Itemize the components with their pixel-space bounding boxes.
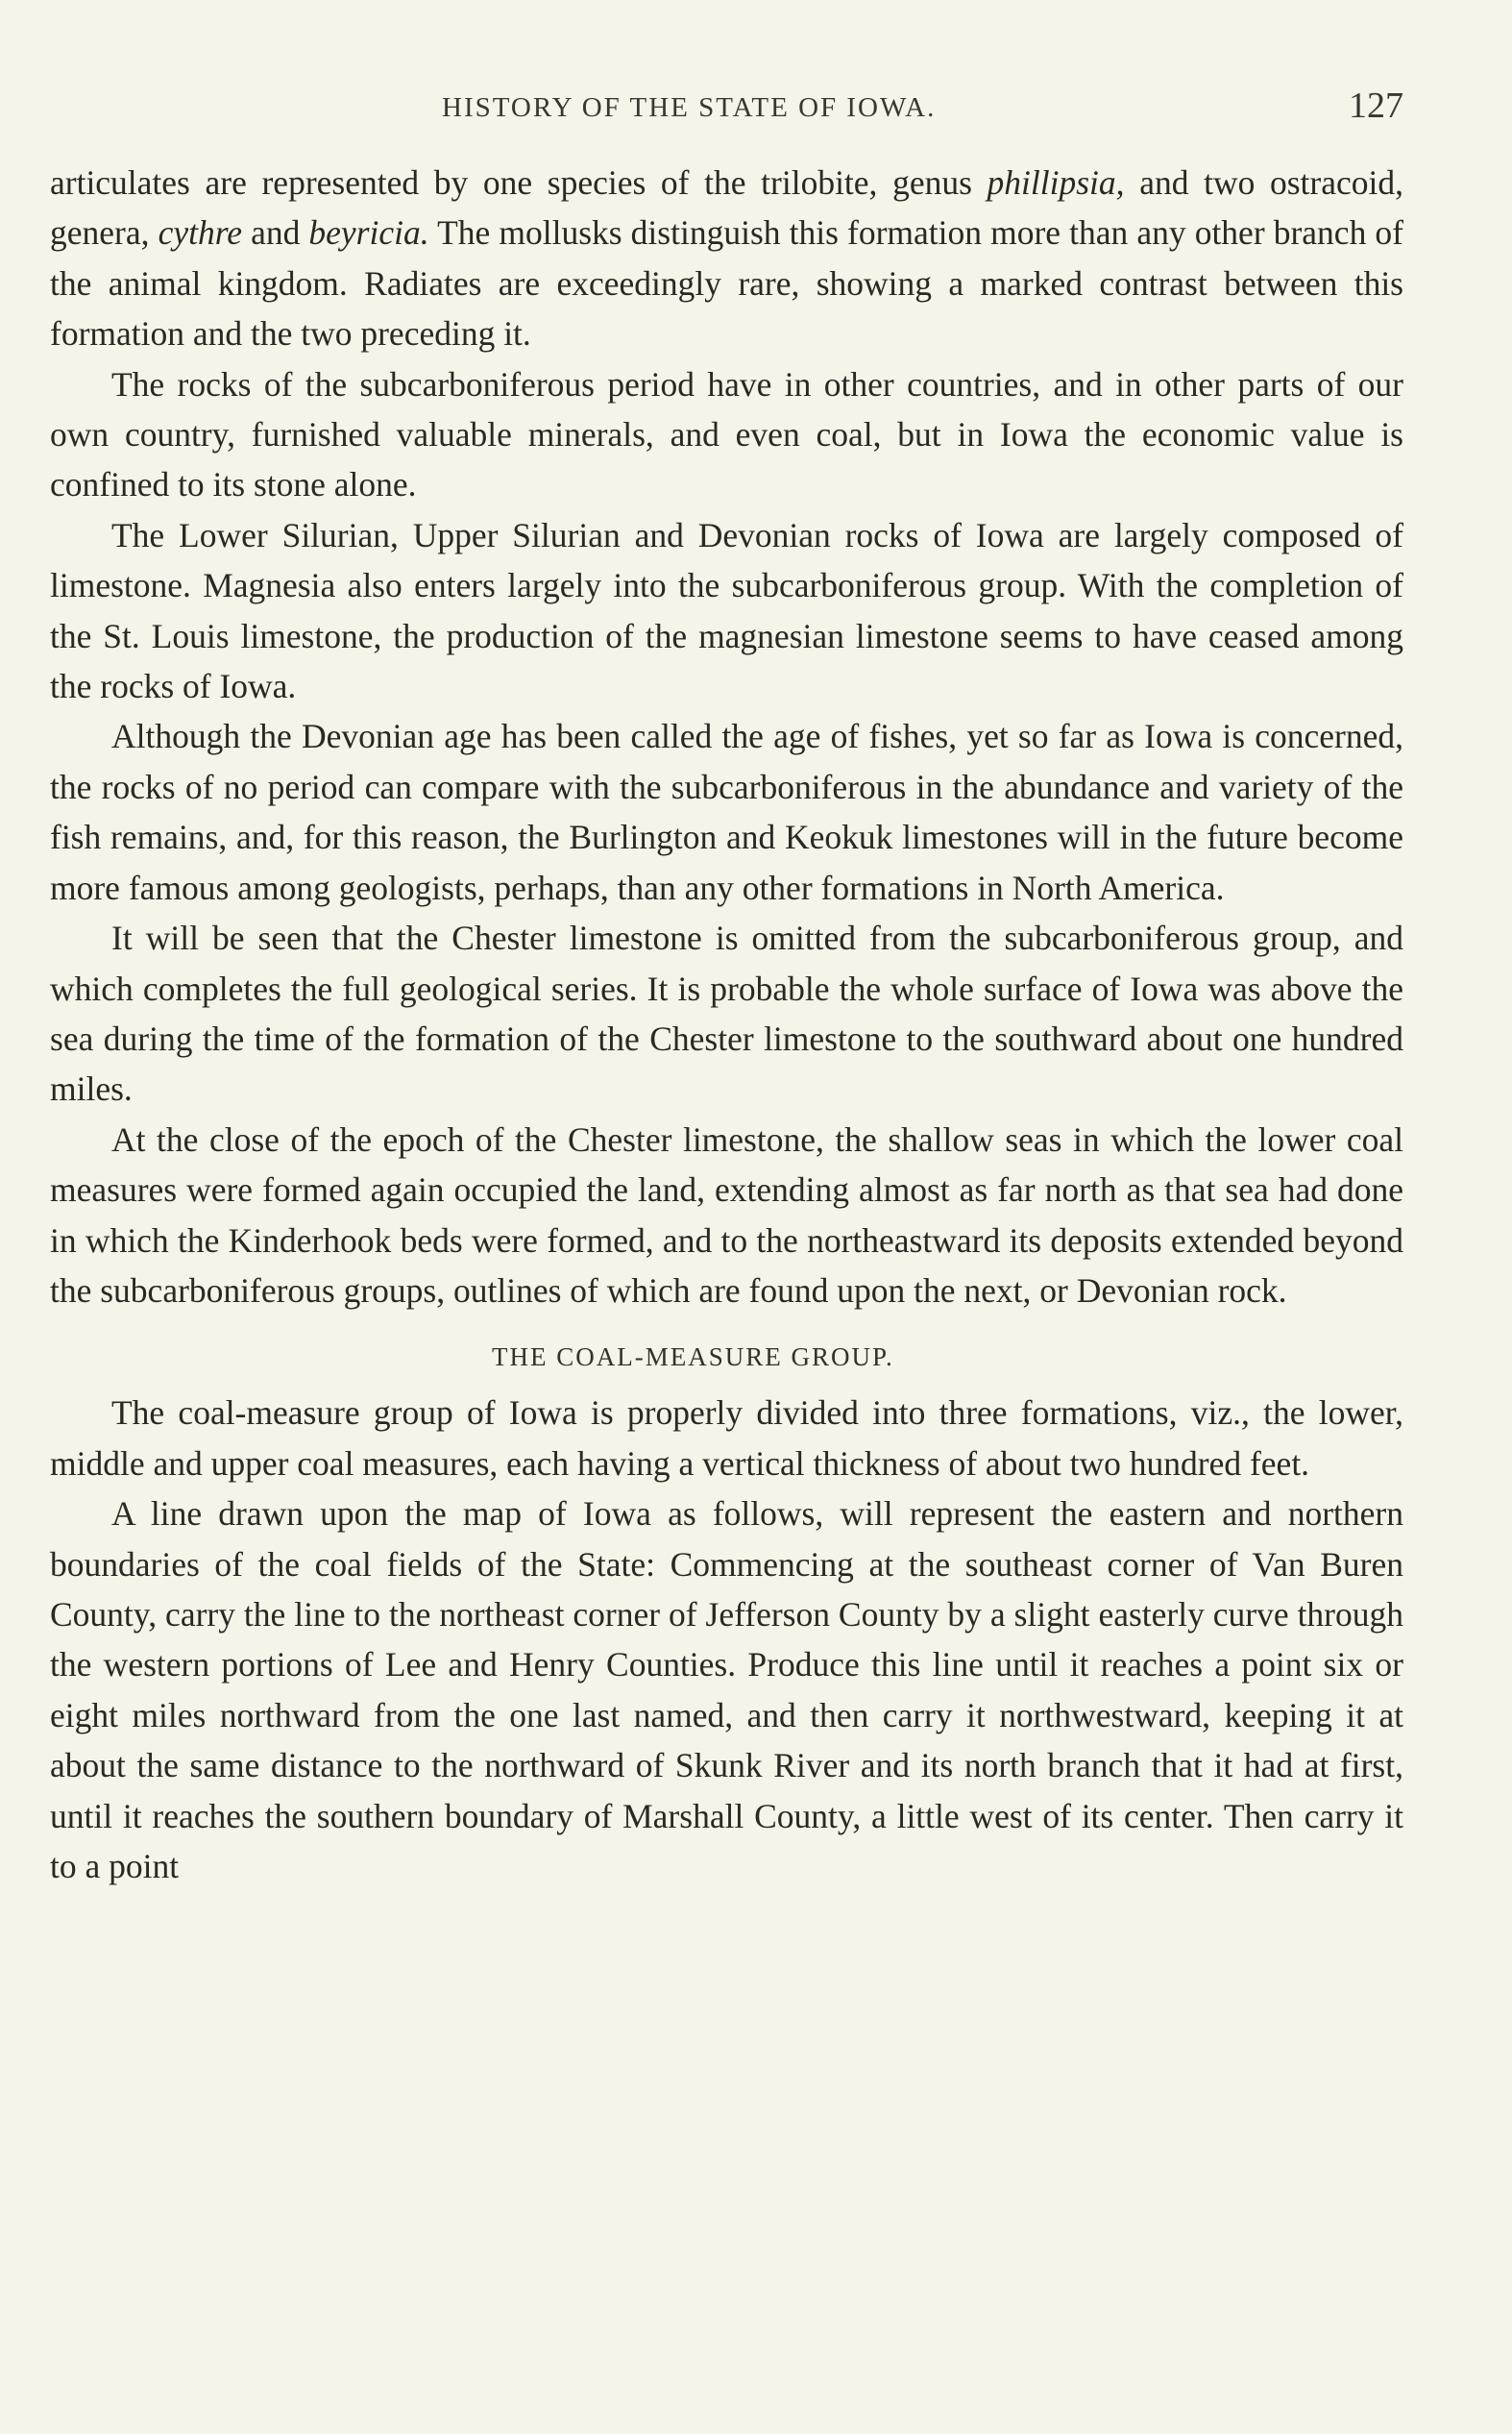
paragraph-continued [50,158,1403,359]
paragraph: At the close of the epoch of the Chester limestone, the shallow seas in which the lower coal measures were formed again occupied the land, extending almost as far north as that sea had done in which the Kinderhook beds were formed, and to the northeastward its deposits extended beyond the subcarboniferous groups, outlines of which are found upon the next, or Devonian rock. [50,1119,1403,1310]
paragraph-text: and two ostracoid, genera, [50,163,1403,253]
paragraph: Although the Devonian age has been called the age of fishes, yet so far as Iowa is concerned, the rocks of no period can compare with the subcarboniferous in the abundance and variety of the fish remains, and, for this reason, the Burlington and Keokuk limestones will in the future become more famous among geologists, perhaps, than any other formations in North America. [50,717,1403,907]
section-heading: THE COAL-MEASURE GROUP. [492,1342,894,1372]
paragraph-text: articulates are represented by one species of the trilobite, genus [50,163,988,202]
paragraph: The Lower Silurian, Upper Silurian and Devonian rocks of Iowa are largely composed of limestone. Magnesia also enters largely into the subcarboniferous group. With the completion of the St. Louis limestone, the production of the magnesian limestone seems to have ceased among the rocks of Iowa. [50,515,1403,706]
paragraph: The coal-measure group of Iowa is properly divided into three formations, viz., the lower, middle and upper coal measures, each having a vertical thickness of about two hundred feet. [50,1393,1403,1483]
paragraph-text: and [241,213,309,253]
paragraph: A line drawn upon the map of Iowa as follows, will represent the eastern and northern boundaries of the coal fields of the State: Commencing at the southeast corner of Van Buren County, carry the line to the northeast corner of Jefferson County by a slight easterly curve through the western portions of Lee and Henry Counties. Produce this line until it reaches a point six or eight miles northward from the one last named, and then carry it northwestward, keeping it at about the same distance to the northward of Skunk River and its north branch that it had at first, until it reaches the southern boundary of Marshall County, a little west of its center. Then carry it to a point [50,1494,1403,1885]
page-number: 127 [1349,86,1403,126]
running-head [50,85,1403,138]
genus-name: phillipsia, [987,163,1125,202]
paragraph-text: The mollusks distinguish this formation more than any other branch of the animal kingdom. Radiates are exceedingly rare, showing a marked contrast between this formation and the two preceding it. [50,213,1403,354]
paragraph: It will be seen that the Chester limestone is omitted from the subcarboniferous group, and which completes the full geological series. It is probable the whole surface of Iowa was above the sea during the time of the formation of the Chester limestone to the southward about one hundred miles. [50,919,1403,1109]
running-title: HISTORY OF THE STATE OF IOWA. [442,92,937,123]
genus-name: beyricia. [308,213,429,253]
genus-name: cythre [158,213,242,253]
paragraph: The rocks of the subcarboniferous period have in other countries, and in other parts of our own country, furnished valuable minerals, and even coal, but in Iowa the economic value is confined to its stone alone. [50,364,1403,504]
